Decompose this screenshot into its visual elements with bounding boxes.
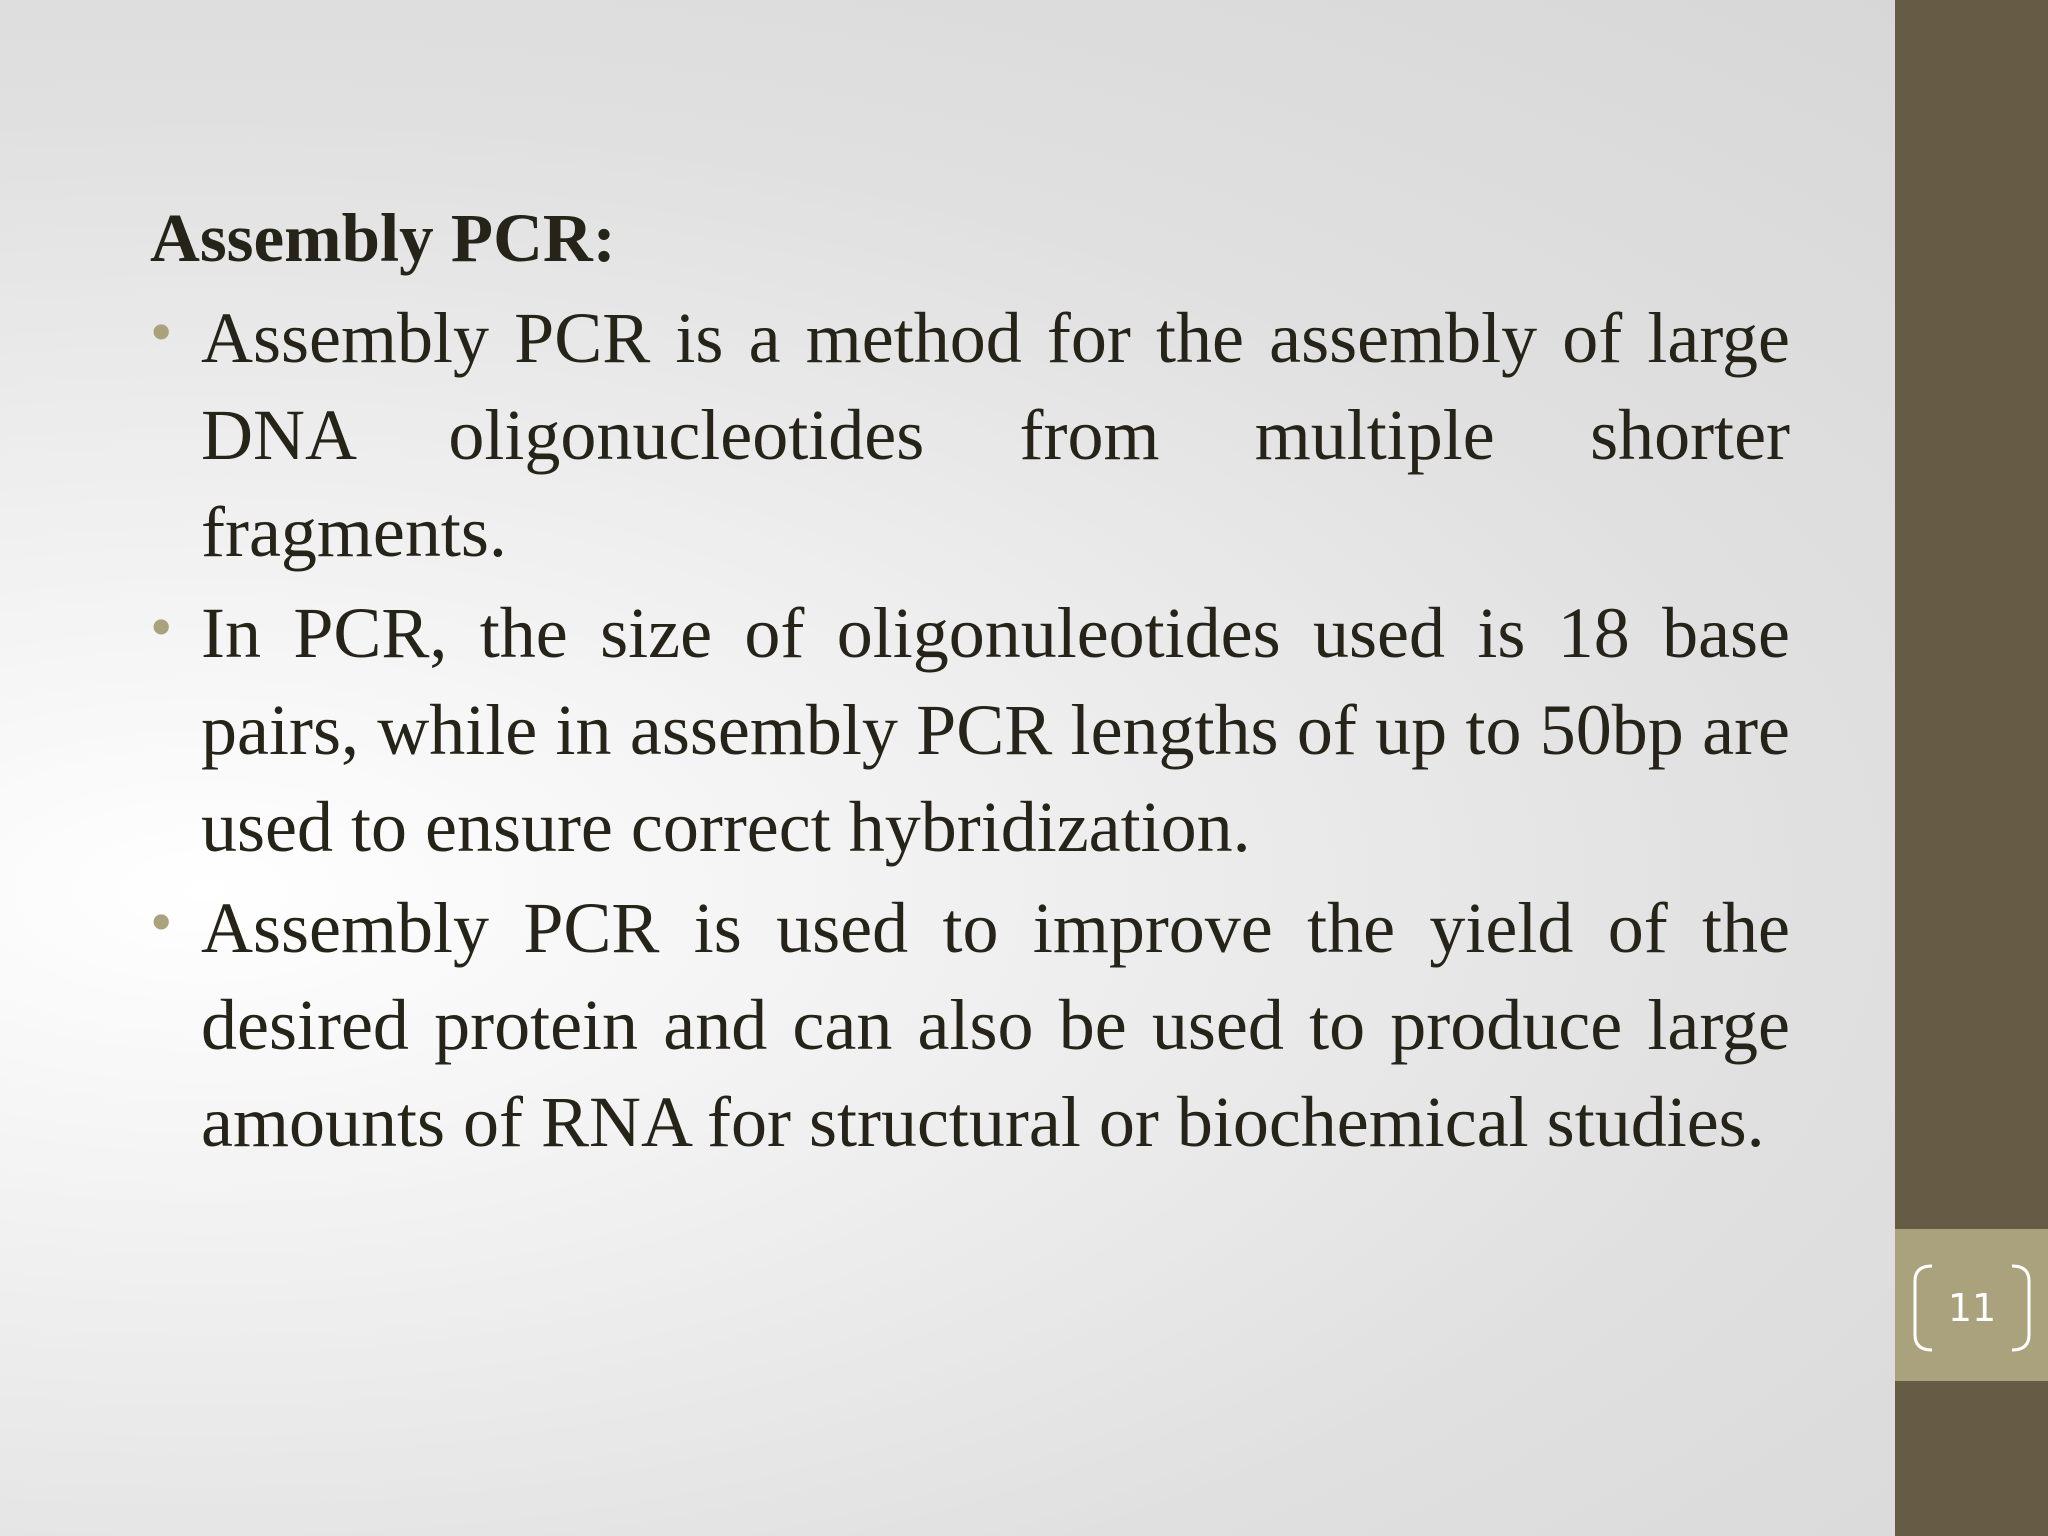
- bullet-list: [150, 290, 1790, 1171]
- bullet-item: [150, 880, 1790, 1171]
- bullet-icon: •: [150, 591, 173, 662]
- bullet-text: Assembly PCR is used to improve the yield of the desired protein and can also be used to produce large amounts of RNA for structural or biochemical studies.: [201, 888, 1790, 1162]
- page-number: 11: [1947, 1286, 1997, 1330]
- bullet-icon: •: [150, 886, 173, 957]
- bullet-text: Assembly PCR is a method for the assembly of large DNA oligonucleotides from multiple shorter fragments.: [201, 298, 1790, 572]
- bullet-item: [150, 290, 1790, 581]
- slide-content: [150, 190, 1790, 1171]
- bullet-item: [150, 585, 1790, 876]
- slide-heading: Assembly PCR:: [150, 200, 616, 276]
- bullet-text: In PCR, the size of oligonuleotides used is 18 base pairs, while in assembly PCR lengths of up to 50bp are used to ensure correct hybridization.: [201, 593, 1790, 867]
- bullet-icon: •: [150, 296, 173, 367]
